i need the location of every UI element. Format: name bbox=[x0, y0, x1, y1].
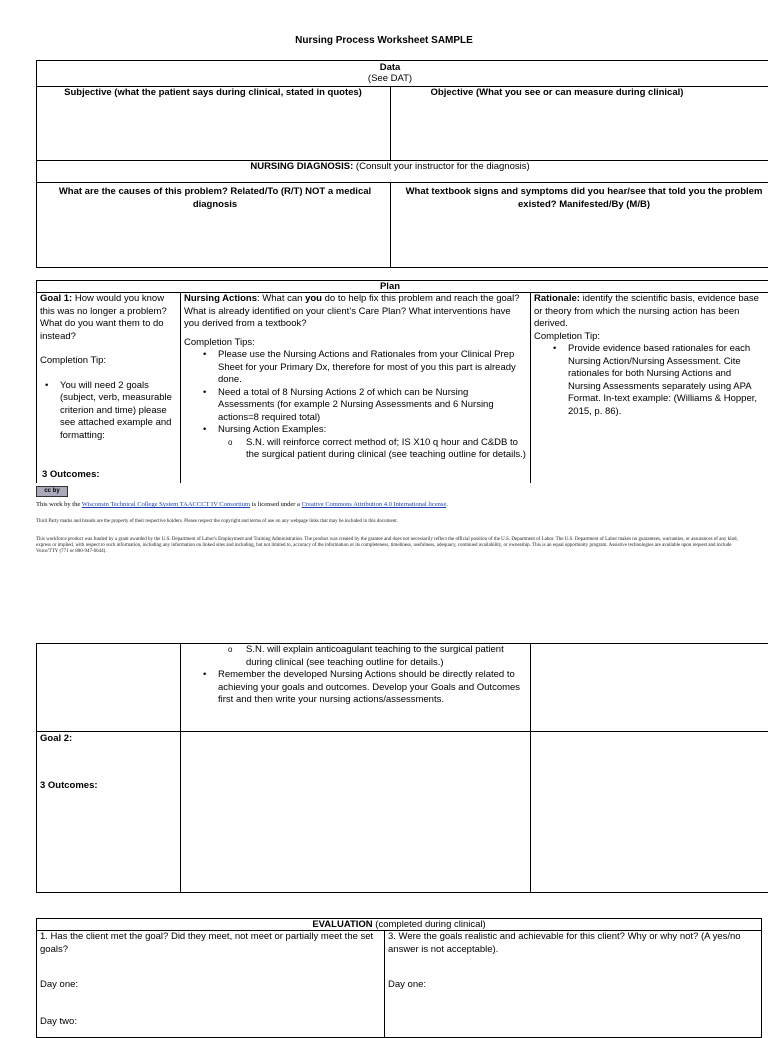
rationale-bullet-b: . In-text example: (Williams & Hopper, 2015, p. 86). bbox=[568, 393, 758, 417]
signs-label: What textbook signs and symptoms did you hear/see that told you the problem existed? Manifested/By (M/B) bbox=[405, 186, 763, 210]
goal1-question bbox=[40, 293, 178, 343]
rationale-bullet-a: Provide evidence based rationales for each Nursing Action/Nursing Assessment. Cite rationales for both Nursing Actions and Nursing Assessments separately using APA Format bbox=[568, 343, 752, 404]
subjective-label: Subjective (what the patient says during clinical, stated in quotes) bbox=[64, 87, 362, 98]
actions-continued-cell bbox=[184, 644, 526, 707]
nursing-actions-text-a: : What can bbox=[257, 293, 306, 304]
evaluation-q1: 1. Has the client met the goal? Did they meet, not meet or partially meet the set goals? bbox=[40, 931, 374, 955]
license-text-b: is licensed under a bbox=[250, 501, 302, 508]
rationale-bullet bbox=[550, 343, 764, 418]
nursing-actions-cell bbox=[184, 293, 526, 462]
rationale-label: Rationale: bbox=[534, 293, 580, 304]
actions-sub-bullet-2: o S.N. will explain anticoagulant teaching to the surgical patient during clinical (see teaching outline for details.) bbox=[224, 644, 526, 669]
nursing-actions-you: you bbox=[305, 293, 322, 304]
consortium-link[interactable]: Wisconsin Technical College System TAACCCT IV Consortium bbox=[81, 501, 251, 508]
nursing-actions-tips: Completion Tips: bbox=[184, 336, 255, 348]
license-text-c: . bbox=[446, 501, 448, 508]
day-two-left: Day two: bbox=[40, 1016, 77, 1027]
nursing-diagnosis-label: NURSING DIAGNOSIS: bbox=[250, 161, 354, 172]
rationale-question bbox=[534, 293, 764, 331]
rationale-cell bbox=[534, 293, 764, 418]
actions-bullet-remember: • Remember the developed Nursing Actions should be directly related to achieving your goals and outcomes. Develop your Goals and Outcomes first and then write your nursing actions/assessments. bbox=[200, 669, 526, 707]
license-text-a: This work by the bbox=[36, 501, 82, 508]
nursing-diagnosis-row bbox=[36, 161, 744, 174]
nursing-actions-label: Nursing Actions bbox=[184, 293, 258, 304]
objective-label: Objective (What you see or can measure during clinical) bbox=[430, 87, 684, 98]
dol-disclaimer: This workforce product was funded by a grant awarded by the U.S. Department of Labor's Employment and Training Administration. The product was created by the grantee and does not necessarily reflect the official position of the U.S. Department of Labor. The U.S. Department of Labor makes no guarantees, warranties, or assurances of any kind, express or implied, with respect to such information, including any information on linked sites and including, but not limited to, accuracy of the information or its completeness, timeliness, usefulness, adequacy, continued availability, or ownership. This is an equal opportunity program. Assistive technologies are available upon request and include Voice/TTY (771 or 800-947-6644). bbox=[36, 537, 738, 554]
nursing-actions-text-b: do to help fix this problem and reach the goal? What is already identified on your client’s Care Plan? What interventions have you derived from a textbook? bbox=[184, 293, 520, 329]
page-title: Nursing Process Worksheet SAMPLE bbox=[295, 35, 473, 46]
goal1-label: Goal 1: bbox=[40, 293, 73, 304]
actions-bullet-3: • Nursing Action Examples: bbox=[200, 424, 526, 437]
cc-license-link[interactable]: Creative Commons Attribution 4.0 International license bbox=[301, 501, 447, 508]
goal1-cell bbox=[40, 293, 178, 442]
outcomes1-label: 3 Outcomes: bbox=[42, 469, 100, 480]
third-party-notice: Third Party marks and brands are the property of their respective holders. Please respect the copyright and terms of use on any webpage links that may be included in this document. bbox=[36, 519, 398, 524]
outcomes2-label: 3 Outcomes: bbox=[40, 780, 98, 791]
day-one-left: Day one: bbox=[40, 979, 79, 990]
actions-bullet-2: • Need a total of 8 Nursing Actions 2 of which can be Nursing Assessments (for example 2 Nursing Assessments and 6 Nursing actions=8 required total) bbox=[200, 387, 526, 425]
actions-bullet-1: • Please use the Nursing Actions and Rationales from your Clinical Prep Sheet for your Primary Dx, therefore for most of you this part is already done. bbox=[200, 349, 526, 387]
nursing-actions-question bbox=[184, 293, 526, 331]
day-one-right: Day one: bbox=[388, 979, 427, 990]
goal2-label: Goal 2: bbox=[40, 733, 73, 744]
goal1-tip: Completion Tip: bbox=[40, 355, 107, 366]
data-subheading: (See DAT) bbox=[367, 73, 413, 84]
goal1-bullet: • You will need 2 goals (subject, verb, measurable criterion and time) please see attached example and formatting: bbox=[42, 380, 178, 443]
nursing-diagnosis-text: (Consult your instructor for the diagnosis) bbox=[353, 161, 530, 172]
evaluation-label: EVALUATION bbox=[312, 919, 373, 930]
goal1-text: How would you know this was no longer a problem? What do you want them to do instead? bbox=[40, 293, 167, 342]
license-line bbox=[36, 501, 768, 509]
evaluation-q3: 3. Were the goals realistic and achievable for this client? Why or why not? (A yes/no answer is not acceptable). bbox=[388, 931, 741, 955]
data-heading: Data bbox=[379, 62, 401, 73]
causes-label: What are the causes of this problem? Related/To (R/T) NOT a medical diagnosis bbox=[58, 186, 372, 210]
cc-by-badge: cc by bbox=[36, 486, 68, 497]
actions-sub-bullet: o S.N. will reinforce correct method of; IS X10 q hour and C&DB to the surgical patient during clinical (see teaching outline for details.) bbox=[224, 437, 526, 462]
evaluation-text: (completed during clinical) bbox=[372, 919, 486, 930]
rationale-text: identify the scientific basis, evidence base or theory from which the nursing action has been derived. bbox=[534, 293, 759, 329]
rationale-tip: Completion Tip: bbox=[534, 330, 601, 342]
plan-heading: Plan bbox=[379, 281, 401, 292]
